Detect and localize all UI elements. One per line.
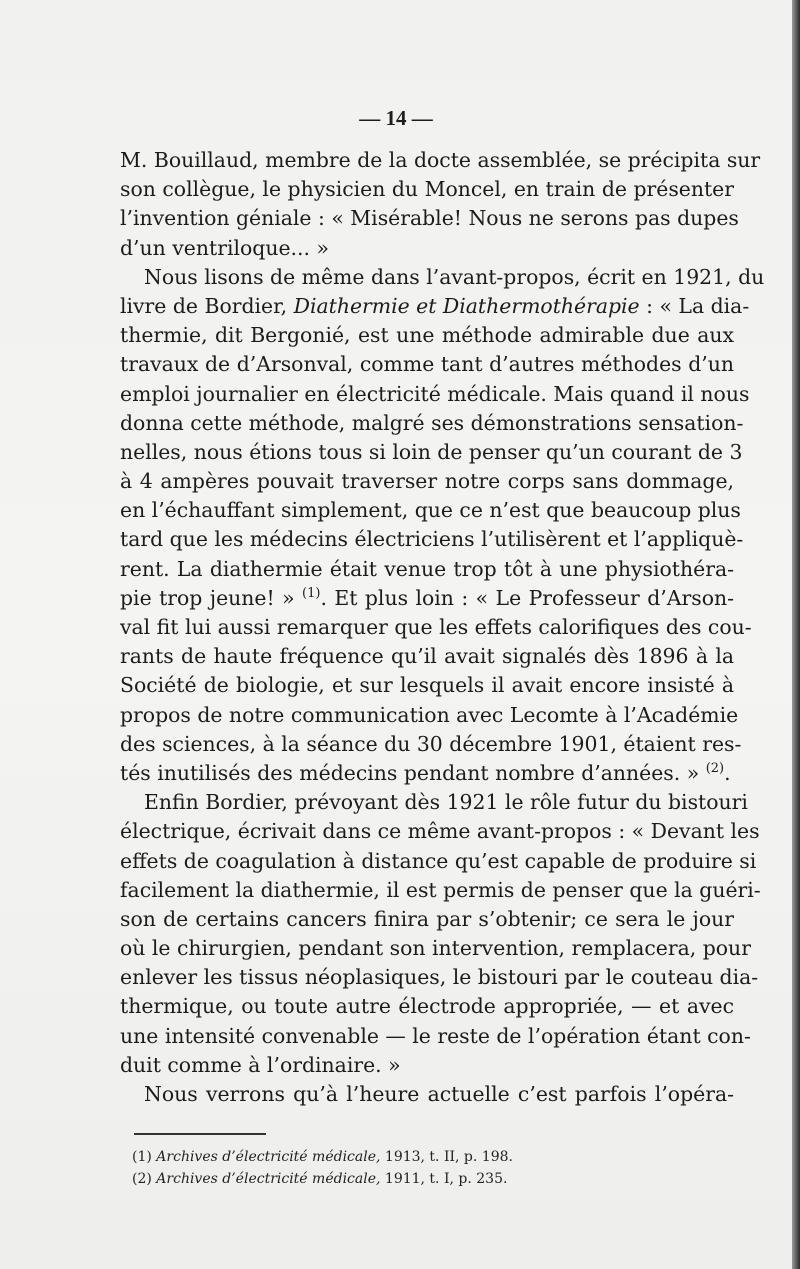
text-line: nelles, nous étions tous si loin de penser qu’un courant de 3 [120, 439, 743, 464]
footnote-source: Archives d’électricité médicale, [156, 1149, 381, 1165]
paragraph-1 [120, 146, 761, 263]
footnote-ref-1: (1) [302, 586, 321, 602]
text-line: rants de haute fréquence qu’il avait signalés dès 1896 à la [120, 644, 734, 669]
footnote-2 [132, 1168, 552, 1190]
text-fragment: . Et plus loin : « Le Professeur d’Arson- [320, 585, 735, 610]
text-line: Nous lisons de même dans l’avant-propos, écrit en 1921, du [144, 264, 765, 289]
footnote-source: Archives d’électricité médicale, [156, 1171, 381, 1187]
text-line: en l’échauffant simplement, que ce n’est que beaucoup plus [120, 498, 741, 523]
text-fragment: . [724, 760, 731, 785]
paragraph-3 [120, 788, 761, 1080]
page-number: — 14 — [359, 106, 433, 130]
text-line: Enfin Bordier, prévoyant dès 1921 le rôle futur du bistouri [144, 790, 748, 815]
text-line: l’invention géniale : « Misérable! Nous ne serons pas dupes [120, 206, 739, 231]
text-line: emploi journalier en électricité médicale. Mais quand il nous [120, 381, 750, 406]
text-line: propos de notre communication avec Lecomte à l’Académie [120, 702, 739, 727]
text-line [120, 759, 734, 788]
footnote-1 [132, 1146, 552, 1168]
text-line: donna cette méthode, malgré ses démonstrations sensation- [120, 410, 744, 435]
text-line: d’un ventriloque... » [120, 235, 329, 260]
text-line: thermie, dit Bergonié, est une méthode admirable due aux [120, 323, 734, 348]
text-fragment: livre de Bordier, [120, 293, 288, 318]
text-line: val fit lui aussi remarquer que les effets calorifiques des cou- [120, 615, 752, 639]
paragraph-4 [120, 1080, 734, 1109]
text-fragment: : « La dia- [646, 293, 750, 318]
text-line: des sciences, à la séance du 30 décembre 1901, étaient res- [120, 731, 742, 756]
footnote-ref: 1911, t. I, p. 235. [384, 1171, 508, 1187]
page-edge-shadow [792, 0, 800, 1269]
text-line: Société de biologie, et sur lesquels il avait encore insisté à [120, 673, 734, 698]
text-line [120, 584, 734, 613]
text-fragment: tés inutilisés des médecins pendant nombre d’années. » [120, 760, 700, 785]
text-line: thermique, ou toute autre électrode appropriée, — et avec [120, 994, 734, 1019]
text-line: à 4 ampères pouvait traverser notre corps sans dommage, [120, 469, 734, 494]
text-line: son collègue, le physicien du Moncel, en train de présenter [120, 177, 734, 202]
book-title: Diathermie et Diathermothérapie [293, 293, 640, 318]
text-line: Nous verrons qu’à l’heure actuelle c’est parfois l’opéra- [144, 1082, 734, 1106]
text-line: duit comme à l’ordinaire. » [120, 1052, 401, 1077]
footnote-ref: 1913, t. II, p. 198. [384, 1149, 513, 1165]
footnote-rule [134, 1133, 266, 1135]
text-line: enlever les tissus néoplasiques, le bistouri par le couteau dia- [120, 965, 759, 990]
paragraph-2 [120, 263, 765, 788]
footnotes [132, 1146, 552, 1190]
body-text [120, 146, 765, 1109]
text-line: M. Bouillaud, membre de la docte assemblée, se précipita sur [120, 148, 761, 172]
text-fragment: pie trop jeune! » [120, 585, 295, 610]
text-line: électrique, écrivait dans ce même avant-propos : « Devant les [120, 819, 760, 844]
text-line: effets de coagulation à distance qu’est capable de produire si [120, 848, 757, 873]
text-line: son de certains cancers finira par s’obtenir; ce sera le jour [120, 906, 734, 931]
footnote-mark: (2) [132, 1171, 152, 1187]
text-line: une intensité convenable — le reste de l’opération étant con- [120, 1023, 751, 1048]
text-line: où le chirurgien, pendant son intervention, remplacera, pour [120, 936, 751, 961]
text-line: facilement la diathermie, il est permis de penser que la guéri- [120, 877, 761, 902]
text-line: rent. La diathermie était venue trop tôt à une physiothéra- [120, 556, 734, 581]
text-line: tard que les médecins électriciens l’utilisèrent et l’appliquè- [120, 527, 744, 552]
text-line [120, 292, 750, 321]
text-line: travaux de d’Arsonval, comme tant d’autres méthodes d’un [120, 352, 734, 377]
footnote-ref-2: (2) [705, 761, 725, 777]
footnote-mark: (1) [132, 1149, 152, 1165]
